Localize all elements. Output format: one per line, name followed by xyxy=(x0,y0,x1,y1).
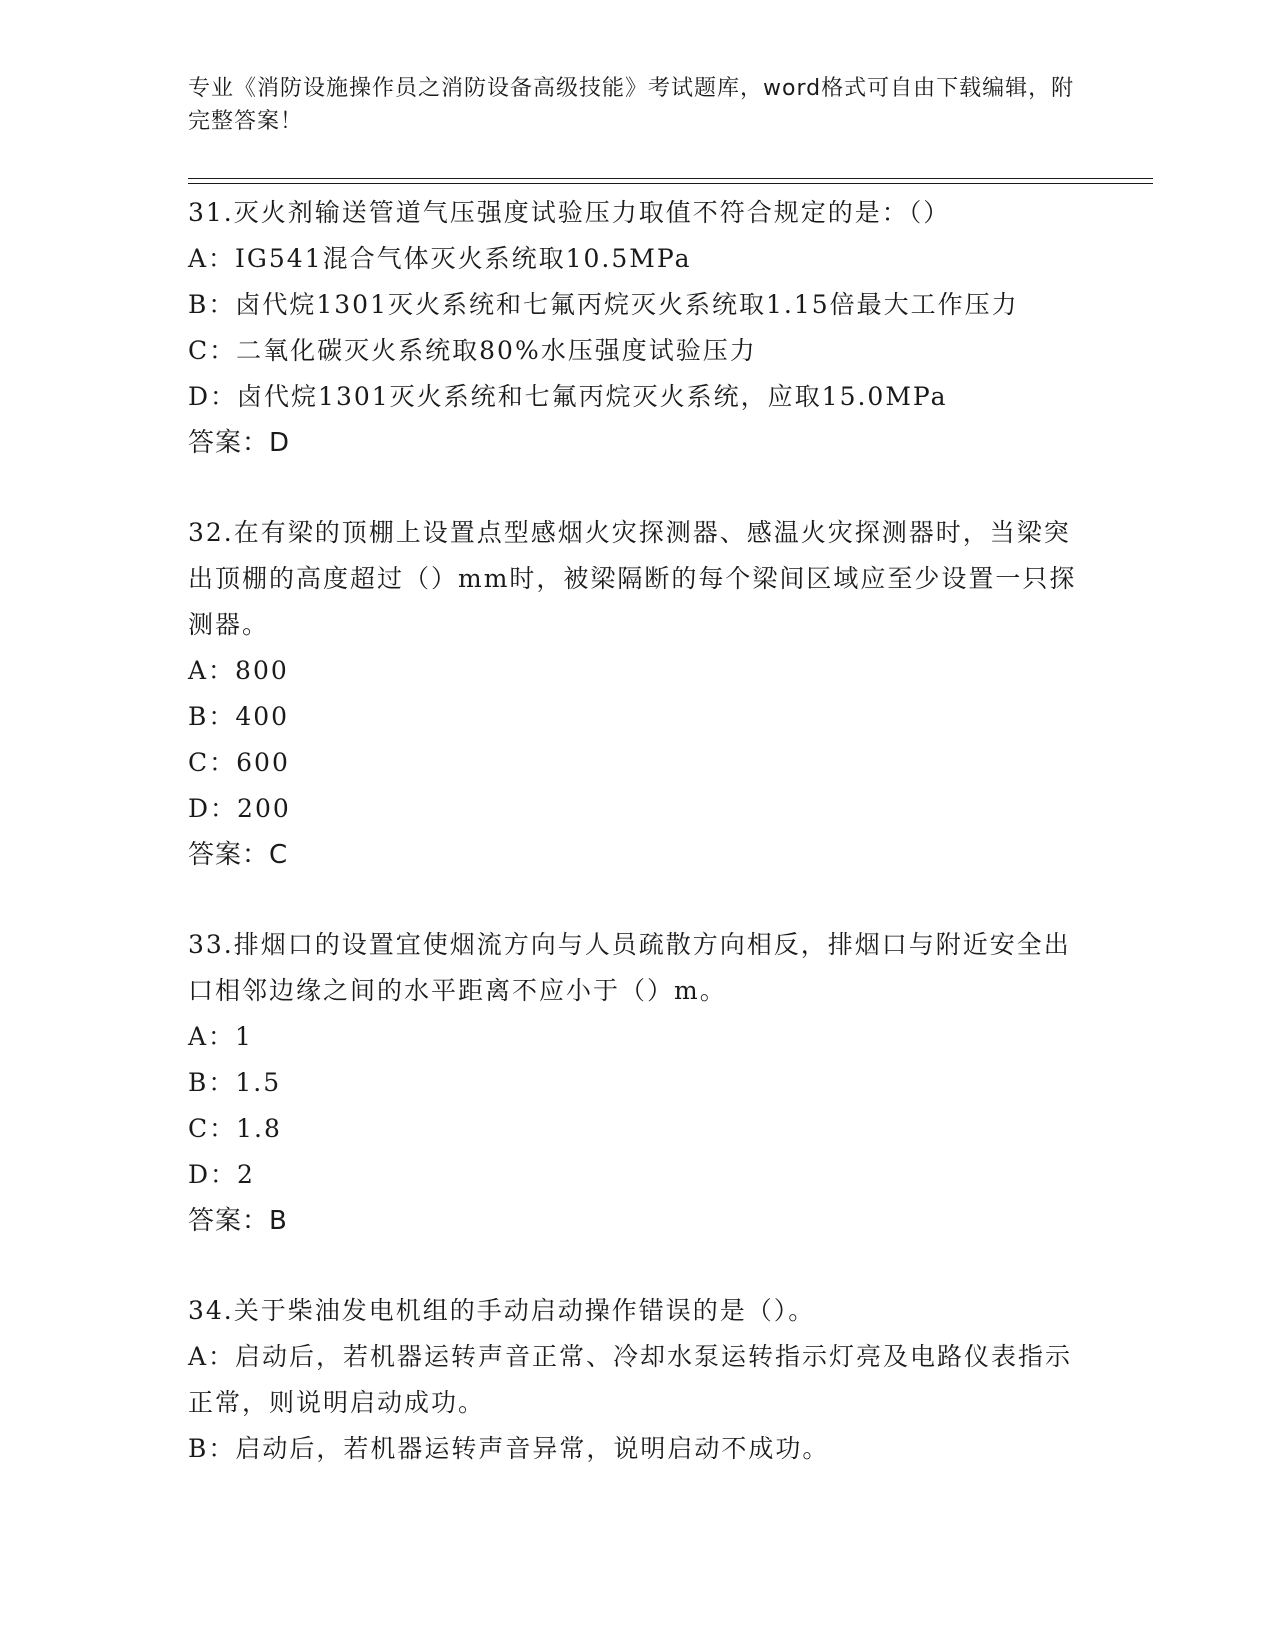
question-33 xyxy=(188,922,1088,1244)
header-divider-top xyxy=(188,178,1153,179)
option-d: D：2 xyxy=(188,1160,255,1189)
option-d: D：200 xyxy=(188,794,291,823)
option-b: B：启动后，若机器运转声音异常，说明启动不成功。 xyxy=(188,1434,830,1463)
option-b: B：卤代烷1301灭火系统和七氟丙烷灭火系统取1.15倍最大工作压力 xyxy=(188,290,1019,319)
option-a: A：启动后，若机器运转声音正常、冷却水泵运转指示灯亮及电路仪表指示正常，则说明启动成功。 xyxy=(188,1342,1073,1417)
option-d: D：卤代烷1301灭火系统和七氟丙烷灭火系统，应取15.0MPa xyxy=(188,382,948,411)
question-stem: 33.排烟口的设置宜使烟流方向与人员疏散方向相反，排烟口与附近安全出口相邻边缘之间的水平距离不应小于（）m。 xyxy=(188,930,1071,1005)
question-stem: 34.关于柴油发电机组的手动启动操作错误的是（）。 xyxy=(188,1296,816,1325)
answer: 答案：B xyxy=(188,1206,288,1236)
option-c: C：二氧化碳灭火系统取80%水压强度试验压力 xyxy=(188,336,757,365)
option-a: A：1 xyxy=(188,1022,253,1051)
option-c: C：1.8 xyxy=(188,1114,282,1143)
question-31 xyxy=(188,190,1088,466)
option-c: C：600 xyxy=(188,748,290,777)
option-b: B：1.5 xyxy=(188,1068,282,1097)
option-a: A：IG541混合气体灭火系统取10.5MPa xyxy=(188,244,692,273)
option-a: A：800 xyxy=(188,656,289,685)
question-stem: 31.灭火剂输送管道气压强度试验压力取值不符合规定的是：（） xyxy=(188,198,951,227)
question-stem: 32.在有梁的顶棚上设置点型感烟火灾探测器、感温火灾探测器时，当梁突出顶棚的高度超过（）mm时，被梁隔断的每个梁间区域应至少设置一只探测器。 xyxy=(188,518,1077,639)
document-header: 专业《消防设施操作员之消防设备高级技能》考试题库，word格式可自由下载编辑，附完整答案！ xyxy=(188,76,1075,134)
question-32 xyxy=(188,510,1088,878)
answer: 答案：D xyxy=(188,428,291,458)
question-list xyxy=(188,190,1088,1516)
option-b: B：400 xyxy=(188,702,290,731)
header-divider-bottom xyxy=(188,183,1153,184)
answer: 答案：C xyxy=(188,840,289,870)
question-34 xyxy=(188,1288,1088,1472)
